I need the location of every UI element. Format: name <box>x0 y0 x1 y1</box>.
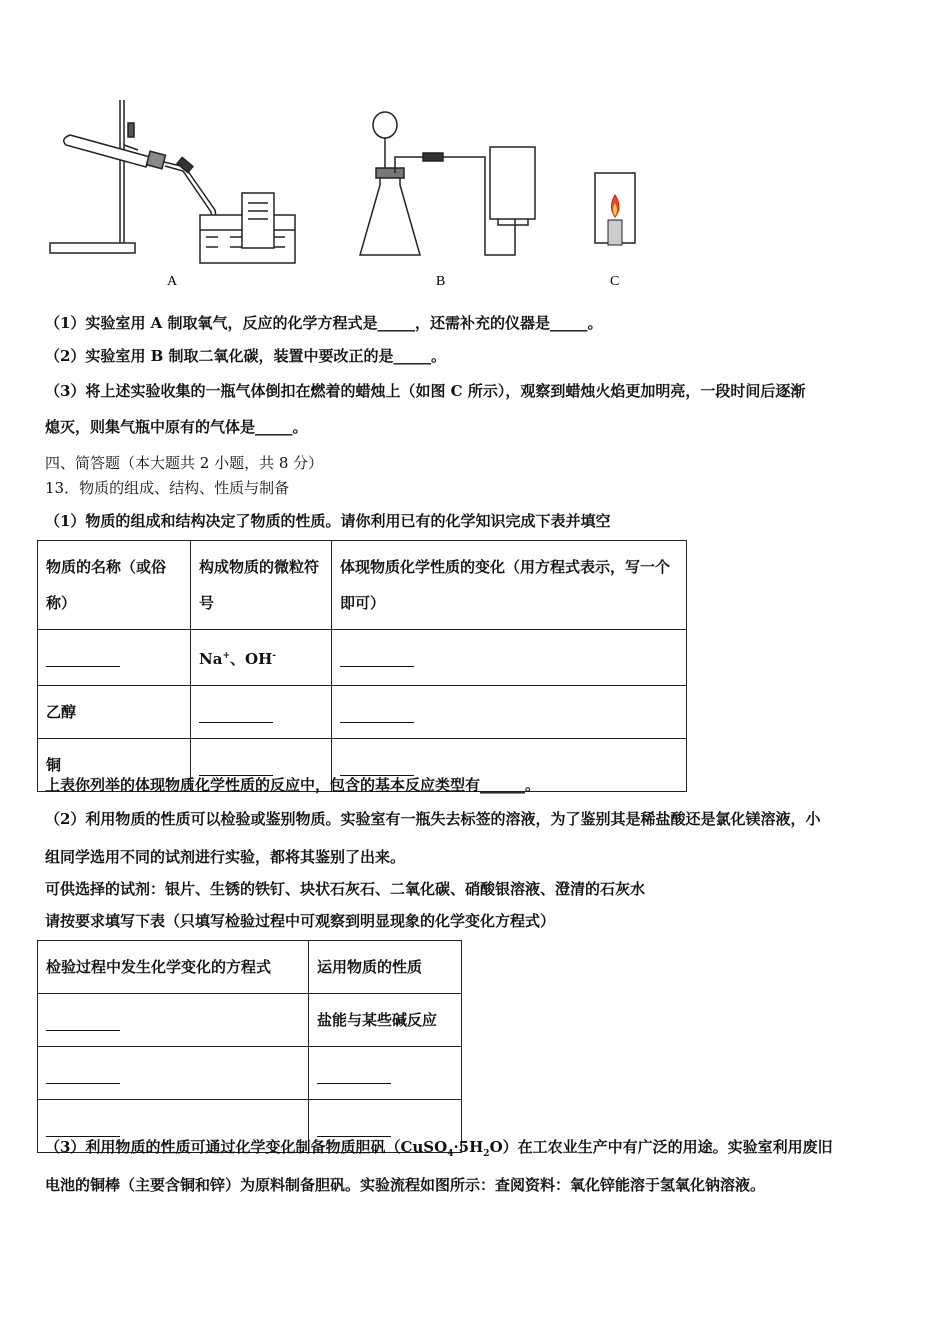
table-row <box>38 686 687 739</box>
label-b: B <box>436 274 446 289</box>
reagent-list: 可供选择的试剂：银片、生锈的铁钉、块状石灰石、二氧化碳、硝酸银溶液、澄清的石灰水 <box>45 880 646 898</box>
table2-instruction: 请按要求填写下表（只填写检验过程中可观察到明显现象的化学变化方程式） <box>45 912 556 930</box>
q13-part2-line1: （2）利用物质的性质可以检验或鉴别物质。实验室有一瓶失去标签的溶液，为了鉴别其是稀盐酸还是氯化镁溶液，小 <box>45 810 821 828</box>
header-equation: 检验过程中发生化学变化的方程式 <box>38 941 309 994</box>
q13-part2-line2: 组同学选用不同的试剂进行实验，都将其鉴别了出来。 <box>45 848 406 866</box>
q12-part3-line1: （3）将上述实验收集的一瓶气体倒扣在燃着的蜡烛上（如图 C 所示），观察到蜡烛火焰更加明亮，一段时间后逐渐 <box>45 382 806 400</box>
q12-part2: （2）实验室用 B 制取二氧化碳，装置中要改正的是_____。 <box>45 347 447 365</box>
q13-part3-line2: 电池的铜棒（主要含铜和锌）为原料制备胆矾。实验流程如图所示：查阅资料：氧化锌能溶于氢氧化钠溶液。 <box>45 1176 766 1194</box>
header-particle: 构成物质的微粒符号 <box>191 541 332 630</box>
label-a: A <box>167 274 178 289</box>
header-name: 物质的名称（或俗称） <box>38 541 191 630</box>
apparatus-b <box>360 112 535 255</box>
section-heading: 四、简答题（本大题共 2 小题，共 8 分） <box>45 454 324 472</box>
table-identification <box>37 940 462 1153</box>
apparatus-a <box>50 100 295 263</box>
blank-field[interactable] <box>309 1047 462 1100</box>
property-cell: 盐能与某些碱反应 <box>309 994 462 1047</box>
blank-field[interactable] <box>38 630 191 686</box>
header-reaction: 体现物质化学性质的变化（用方程式表示，写一个即可） <box>332 541 687 630</box>
q12-part1: （1）实验室用 A 制取氧气，反应的化学方程式是_____，还需补充的仪器是_____。 <box>45 314 603 332</box>
blank-field[interactable] <box>38 1047 309 1100</box>
table-row <box>38 541 687 630</box>
table-row <box>38 941 462 994</box>
blank-field[interactable] <box>191 686 332 739</box>
blank-field[interactable] <box>332 630 687 686</box>
q12-part3-line2: 熄灭，则集气瓶中原有的气体是_____。 <box>45 418 308 436</box>
header-property: 运用物质的性质 <box>309 941 462 994</box>
table-row <box>38 994 462 1047</box>
blank-field[interactable] <box>332 686 687 739</box>
ion-cell: Na+、OH- <box>191 630 332 686</box>
substance-copper: 铜 <box>38 739 191 792</box>
q13-part3-line1: （3）利用物质的性质可通过化学变化制备物质胆矾$(CuSO_4\cdot 5H_2O)$在工农业生产中有广泛的用途。实验室利用废旧 <box>45 1138 833 1159</box>
blank-field[interactable] <box>38 994 309 1047</box>
table-row <box>38 630 687 686</box>
reaction-type-question: 上表你列举的体现物质化学性质的反应中，包含的基本反应类型有______。 <box>45 776 541 794</box>
table-substance-properties <box>37 540 687 792</box>
substance-ethanol: 乙醇 <box>38 686 191 739</box>
apparatus-figure <box>40 95 660 295</box>
table-row <box>38 1047 462 1100</box>
q13-title: 13．物质的组成、结构、性质与制备 <box>45 479 290 497</box>
label-c: C <box>610 274 620 289</box>
q13-part1: （1）物质的组成和结构决定了物质的性质。请你利用已有的化学知识完成下表并填空 <box>45 512 611 530</box>
apparatus-c <box>595 173 635 245</box>
